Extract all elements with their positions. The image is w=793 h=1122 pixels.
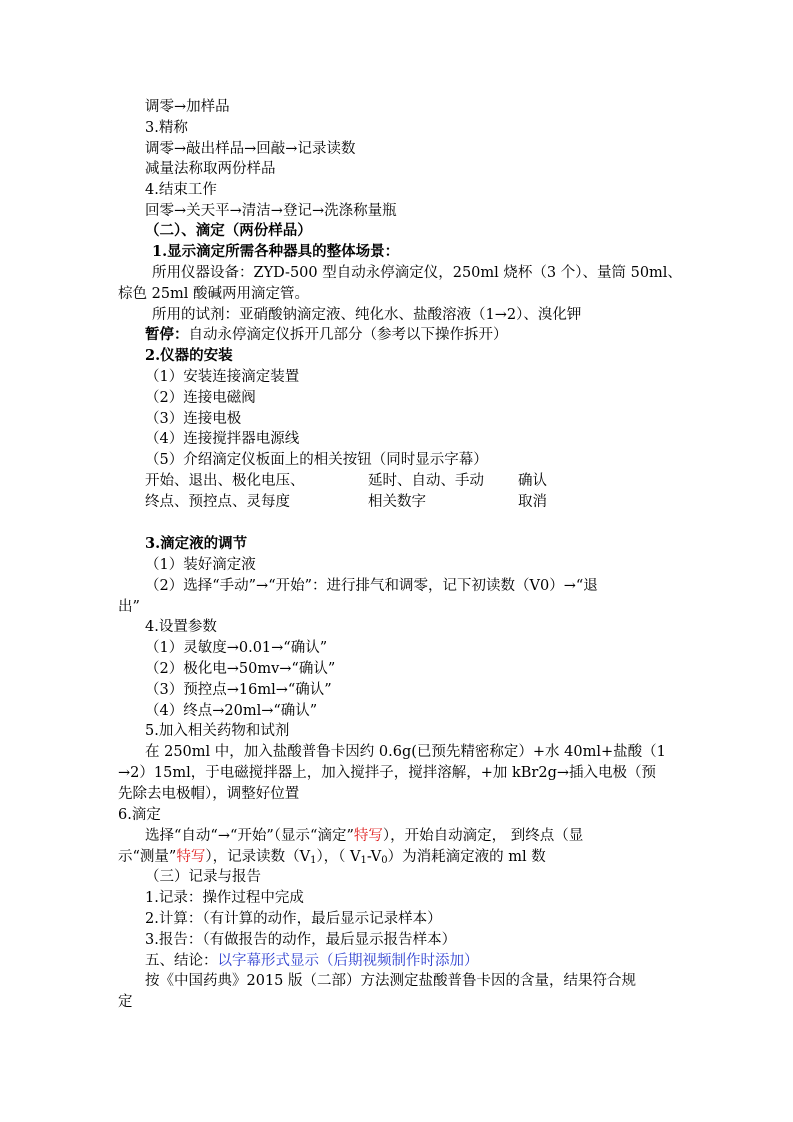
text-line: 出” (118, 599, 140, 615)
text-segment: 选择“自动“→“开始”（显示“滴定” (145, 828, 354, 844)
text-line: 在 250ml 中，加入盐酸普鲁卡因约 0.6g(已预先精密称定）+水 40ml+盐酸（1 (145, 744, 666, 760)
list-item: （2）选择“手动”→“开始”：进行排气和调零，记下初读数（V0）→“退 (145, 578, 598, 594)
button-list-col2: 相关数字 (368, 494, 426, 510)
list-item: （2）极化电→50mv→“确认” (145, 661, 336, 677)
text-line: 调零→敲出样品→回敲→记录读数 (145, 141, 356, 157)
section-heading: （三）记录与报告 (145, 869, 261, 885)
list-item: （5）介绍滴定仪板面上的相关按钮（同时显示字幕） (145, 452, 488, 468)
pause-label: 暂停： (145, 326, 189, 343)
list-item: （1）装好滴定液 (145, 557, 256, 573)
text-segment: ）为消耗滴定液的 ml 数 (387, 849, 546, 865)
text-line: 定 (118, 994, 133, 1010)
text-line: 按《中国药典》2015 版（二部）方法测定盐酸普鲁卡因的含量，结果符合规 (145, 973, 637, 989)
text-line: 调零→加样品 (145, 99, 230, 115)
text-segment: 五、结论： (145, 953, 218, 969)
button-list-col2: 延时、自动、手动 (368, 473, 484, 489)
subsection-heading: 3.滴定液的调节 (145, 535, 248, 552)
subscript: 0 (381, 855, 388, 866)
text-line: 所用仪器设备：ZYD-500 型自动永停滴定仪，250ml 烧杯（3 个）、量筒 50ml、 (152, 265, 682, 281)
text-segment: -V (366, 849, 382, 865)
text-line: 减量法称取两份样品 (145, 161, 276, 177)
text-segment: ），记录读数（V (205, 849, 311, 865)
highlight-text: 特写 (176, 849, 206, 865)
list-item: 2.计算：（有计算的动作，最后显示记录样本） (145, 911, 442, 927)
list-item: （4）终点→20ml→“确认” (145, 703, 318, 719)
list-item: （1）灵敏度→0.01→“确认” (145, 640, 328, 656)
subscript: 1 (360, 855, 367, 866)
text-segment: 示“测量” (118, 849, 177, 865)
button-list-col1: 开始、退出、极化电压、 (145, 473, 305, 489)
text-segment: ），（ V (316, 849, 361, 865)
text-line: →2）15ml，于电磁搅拌器上，加入搅拌子，搅拌溶解，+加 kBr2g→插入电极（预 (118, 765, 656, 781)
section-heading: （二）、滴定（两份样品） (145, 222, 312, 239)
list-item: （3）预控点→16ml→“确认” (145, 682, 332, 698)
list-item: （2）连接电磁阀 (145, 390, 256, 406)
text-line: 棕色 25ml 酸碱两用滴定管。 (118, 286, 310, 302)
step-heading: 4.结束工作 (145, 182, 217, 198)
step-heading: 5.加入相关药物和试剂 (145, 723, 290, 739)
pause-text: 自动永停滴定仪拆开几部分（参考以下操作拆开） (188, 327, 508, 343)
text-line: 回零→关天平→清洁→登记→洗涤称量瓶 (145, 203, 397, 219)
list-item: （1）安装连接滴定装置 (145, 369, 300, 385)
list-item: （3）连接电极 (145, 411, 242, 427)
caption-note: 以字幕形式显示（后期视频制作时添加） (217, 953, 479, 969)
text-segment: ），开始自动滴定， 到终点（显 (382, 828, 584, 844)
text-line: 先除去电极帽），调整好位置 (118, 786, 300, 802)
subscript: 1 (310, 855, 317, 866)
step-heading: 3.精称 (145, 120, 188, 136)
conclusion-heading (145, 951, 479, 971)
step-heading: 4.设置参数 (145, 619, 217, 635)
button-list-col3: 确认 (518, 473, 547, 489)
text-line (145, 325, 508, 345)
text-line (145, 826, 583, 846)
subsection-heading: 2.仪器的安装 (145, 347, 233, 364)
text-line (118, 847, 546, 867)
step-heading: 6.滴定 (118, 807, 161, 823)
highlight-text: 特写 (353, 828, 383, 844)
list-item: 3.报告：（有做报告的动作，最后显示报告样本） (145, 932, 457, 948)
button-list-col3: 取消 (518, 494, 547, 510)
subsection-heading: 1.显示滴定所需各种器具的整体场景： (152, 243, 400, 260)
text-line: 所用的试剂：亚硝酸钠滴定液、纯化水、盐酸溶液（1→2）、溴化钾 (152, 307, 582, 323)
button-list-col1: 终点、预控点、灵每度 (145, 494, 290, 510)
list-item: （4）连接搅拌器电源线 (145, 431, 300, 447)
list-item: 1.记录：操作过程中完成 (145, 890, 304, 906)
